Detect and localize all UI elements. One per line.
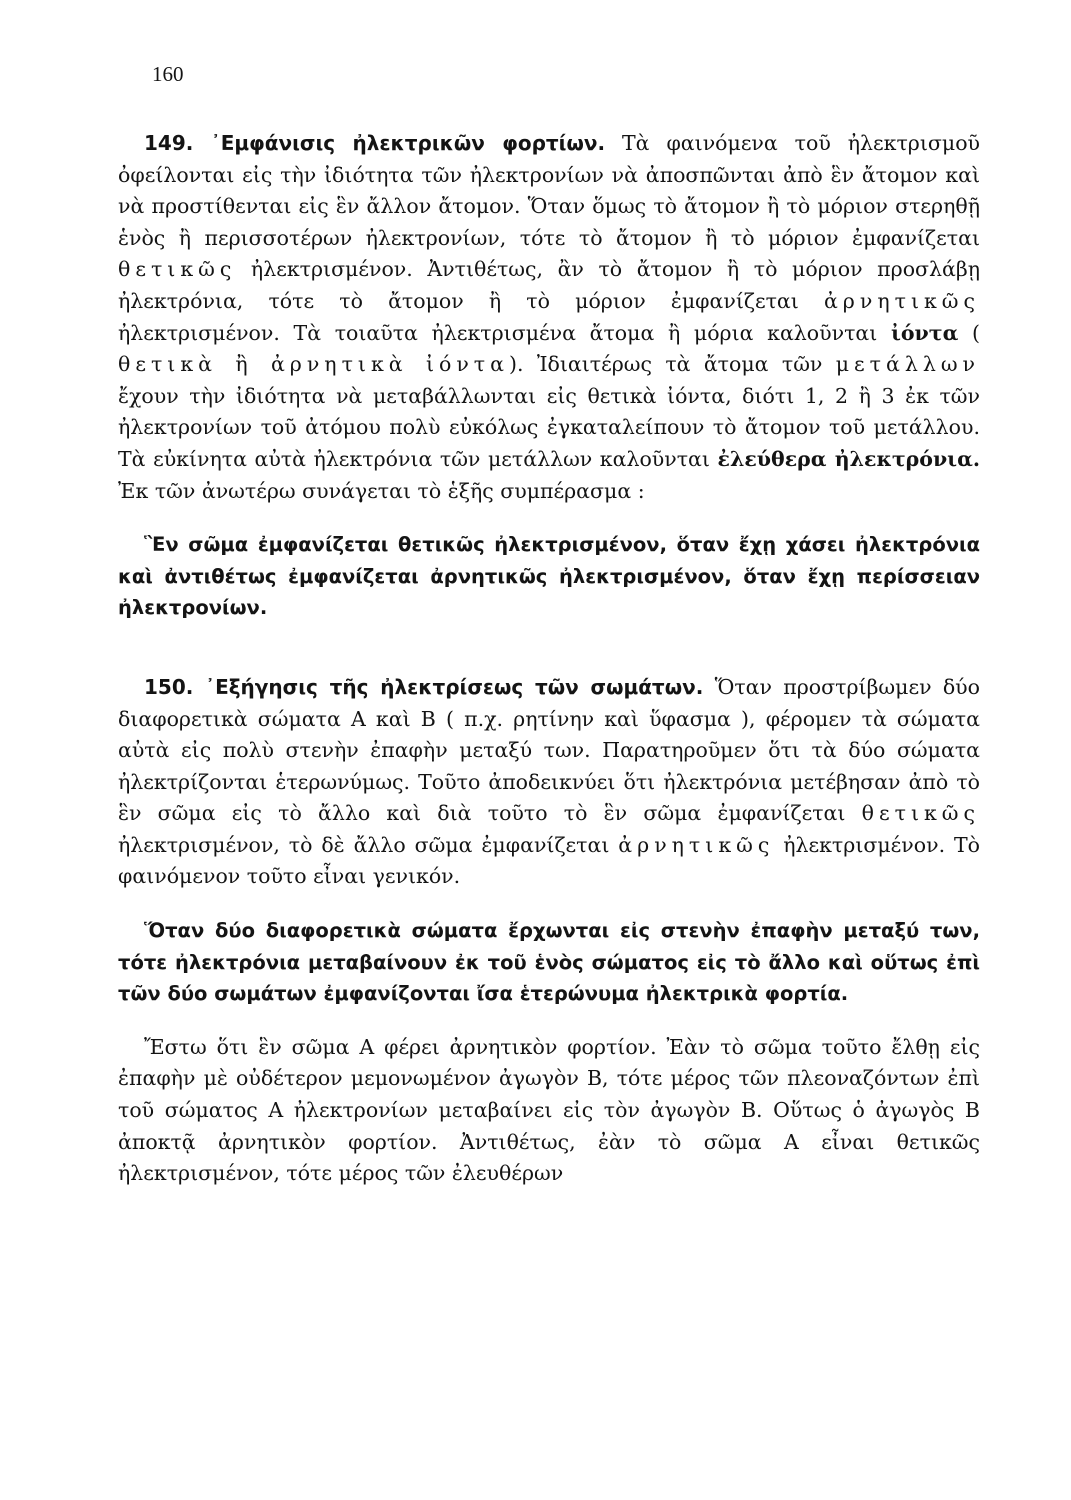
spaced-term: θετικὰ ἢ ἀρνητικὰ ἰόντα [118,352,509,377]
spaced-term: μετάλλων [835,352,980,377]
text-run: Ἐκ τῶν ἀνωτέρω συνάγεται τὸ ἑξῆς συμπέρασμα : [118,478,645,503]
text-run: ἔχουν τὴν ἰδιότητα νὰ μεταβάλλωνται εἰς θετικὰ ἰόντα, διότι 1, 2 ἢ 3 ἐκ τῶν ἠλεκτρονίων τοῦ ἀτόμου πολὺ εὐκόλως ἐγκαταλείπουν τὸ ἄτομον τοῦ μετάλλου. Τὰ εὐκίνητα αὐτὰ ἠλεκτρόνια τῶν μετάλλων καλοῦνται [118,383,980,471]
page-body [118,128,980,1190]
spacer [118,893,980,909]
text-run: Ὅταν προστρίβωμεν δύο διαφορετικὰ σώματα Α καὶ Β ( π.χ. ρητίνην καὶ ὕφασμα ), φέρομεν τὰ σώματα αὐτὰ εἰς πολὺ στενὴν ἐπαφὴν μεταξύ των. Παρατηροῦμεν ὅτι τὰ δύο σώματα ἠλεκτρίζονται ἑτερωνύμως. Τοῦτο ἀποδεικνύει ὅτι ἠλεκτρόνια μετέβησαν ἀπὸ τὸ ἓν σῶμα εἰς τὸ ἄλλο καὶ διὰ τοῦτο τὸ ἓν σῶμα ἐμφανίζεται [118,674,980,826]
spacer [118,507,980,523]
bold-term: ἰόντα [890,320,959,345]
text-run: ( [958,320,981,345]
section-149-paragraph [118,128,980,507]
section-150-rule: Ὅταν δύο διαφορετικὰ σώματα ἔρχωνται εἰς στενὴν ἐπαφὴν μεταξύ των, τότε ἠλεκτρόνια μεταβαίνουν ἐκ τοῦ ἑνὸς σώματος εἰς τὸ ἄλλο καὶ οὕτως ἐπὶ τῶν δύο σωμάτων ἐμφανίζονται ἴσα ἑτερώνυμα ἠλεκτρικὰ φορτία. [118,919,980,1006]
text-run: ἠλεκτρισμένον. Τὰ τοιαῦτα ἠλεκτρισμένα ἄτομα ἢ μόρια καλοῦνται [118,320,891,345]
text-run: ἠλεκτρισμένον, τὸ δὲ ἄλλο σῶμα ἐμφανίζεται [118,832,619,857]
section-149-heading: 149. ᾿Εμφάνισις ἠλεκτρικῶν φορτίων. [144,131,606,155]
bold-term: ἐλεύθερα ἠλεκτρόνια. [717,446,981,471]
spaced-term: θετικῶς [861,801,980,826]
spacer [118,630,980,672]
page-number: 160 [152,62,184,86]
spaced-term: ἀρνητικῶς [823,288,980,313]
text-run: ἠλεκτρισμένον. Τὸ φαινόμενον τοῦτο εἶναι γενικόν. [118,832,980,889]
spaced-term: θετικῶς [118,257,237,282]
section-150-paragraph [118,672,980,893]
text-run: ἠλεκτρισμένον. Ἀντιθέτως, ἂν τὸ ἄτομον ἢ τὸ μόριον προσλάβῃ ἠλεκτρόνια, τότε τὸ ἄτομον ἢ τὸ μόριον ἐμφανίζεται [118,257,980,313]
spacer [118,1016,980,1032]
section-150-heading: 150. ᾿Εξήγησις τῆς ἠλεκτρίσεως τῶν σωμάτων. [144,674,704,699]
text-run: Τὰ φαινόμενα τοῦ ἠλεκτρισμοῦ ὀφείλονται εἰς τὴν ἰδιότητα τῶν ἠλεκτρονίων νὰ ἀποσπῶνται ἀπὸ ἓν ἄτομον καὶ νὰ προστίθενται εἰς ἓν ἄλλον ἄτομον. Ὅταν ὅμως τὸ ἄτομον ἢ τὸ μόριον στερηθῇ ἑνὸς ἢ περισσοτέρων ἠλεκτρονίων, τότε τὸ ἄτομον ἢ τὸ μόριον ἐμφανίζεται [118,131,981,250]
spaced-term: ἀρνητικῶς [618,832,775,857]
section-149-rule: Ἓν σῶμα ἐμφανίζεται θετικῶς ἠλεκτρισμένον, ὅταν ἔχῃ χάσει ἠλεκτρόνια καὶ ἀντιθέτως ἐμφανίζεται ἀρνητικῶς ἠλεκτρισμένον, ὅταν ἔχῃ περίσσειαν ἠλεκτρονίων. [118,533,980,620]
text-run: ). Ἰδιαιτέρως τὰ ἄτομα τῶν [508,352,836,377]
section-150-paragraph-2: Ἔστω ὅτι ἓν σῶμα Α φέρει ἀρνητικὸν φορτίον. Ἐὰν τὸ σῶμα τοῦτο ἔλθῃ εἰς ἐπαφὴν μὲ οὐδέτερον μεμονωμένον ἀγωγὸν Β, τότε μέρος τῶν πλεοναζόντων ἐπὶ τοῦ σώματος Α ἠλεκτρονίων μεταβαίνει εἰς τὸν ἀγωγὸν Β. Οὕτως ὁ ἀγωγὸς Β ἀποκτᾷ ἀρνητικὸν φορτίον. Ἀντιθέτως, ἐὰν τὸ σῶμα Α εἶναι θετικῶς ἠλεκτρισμένον, τότε μέρος τῶν ἐλευθέρων [118,1034,980,1186]
